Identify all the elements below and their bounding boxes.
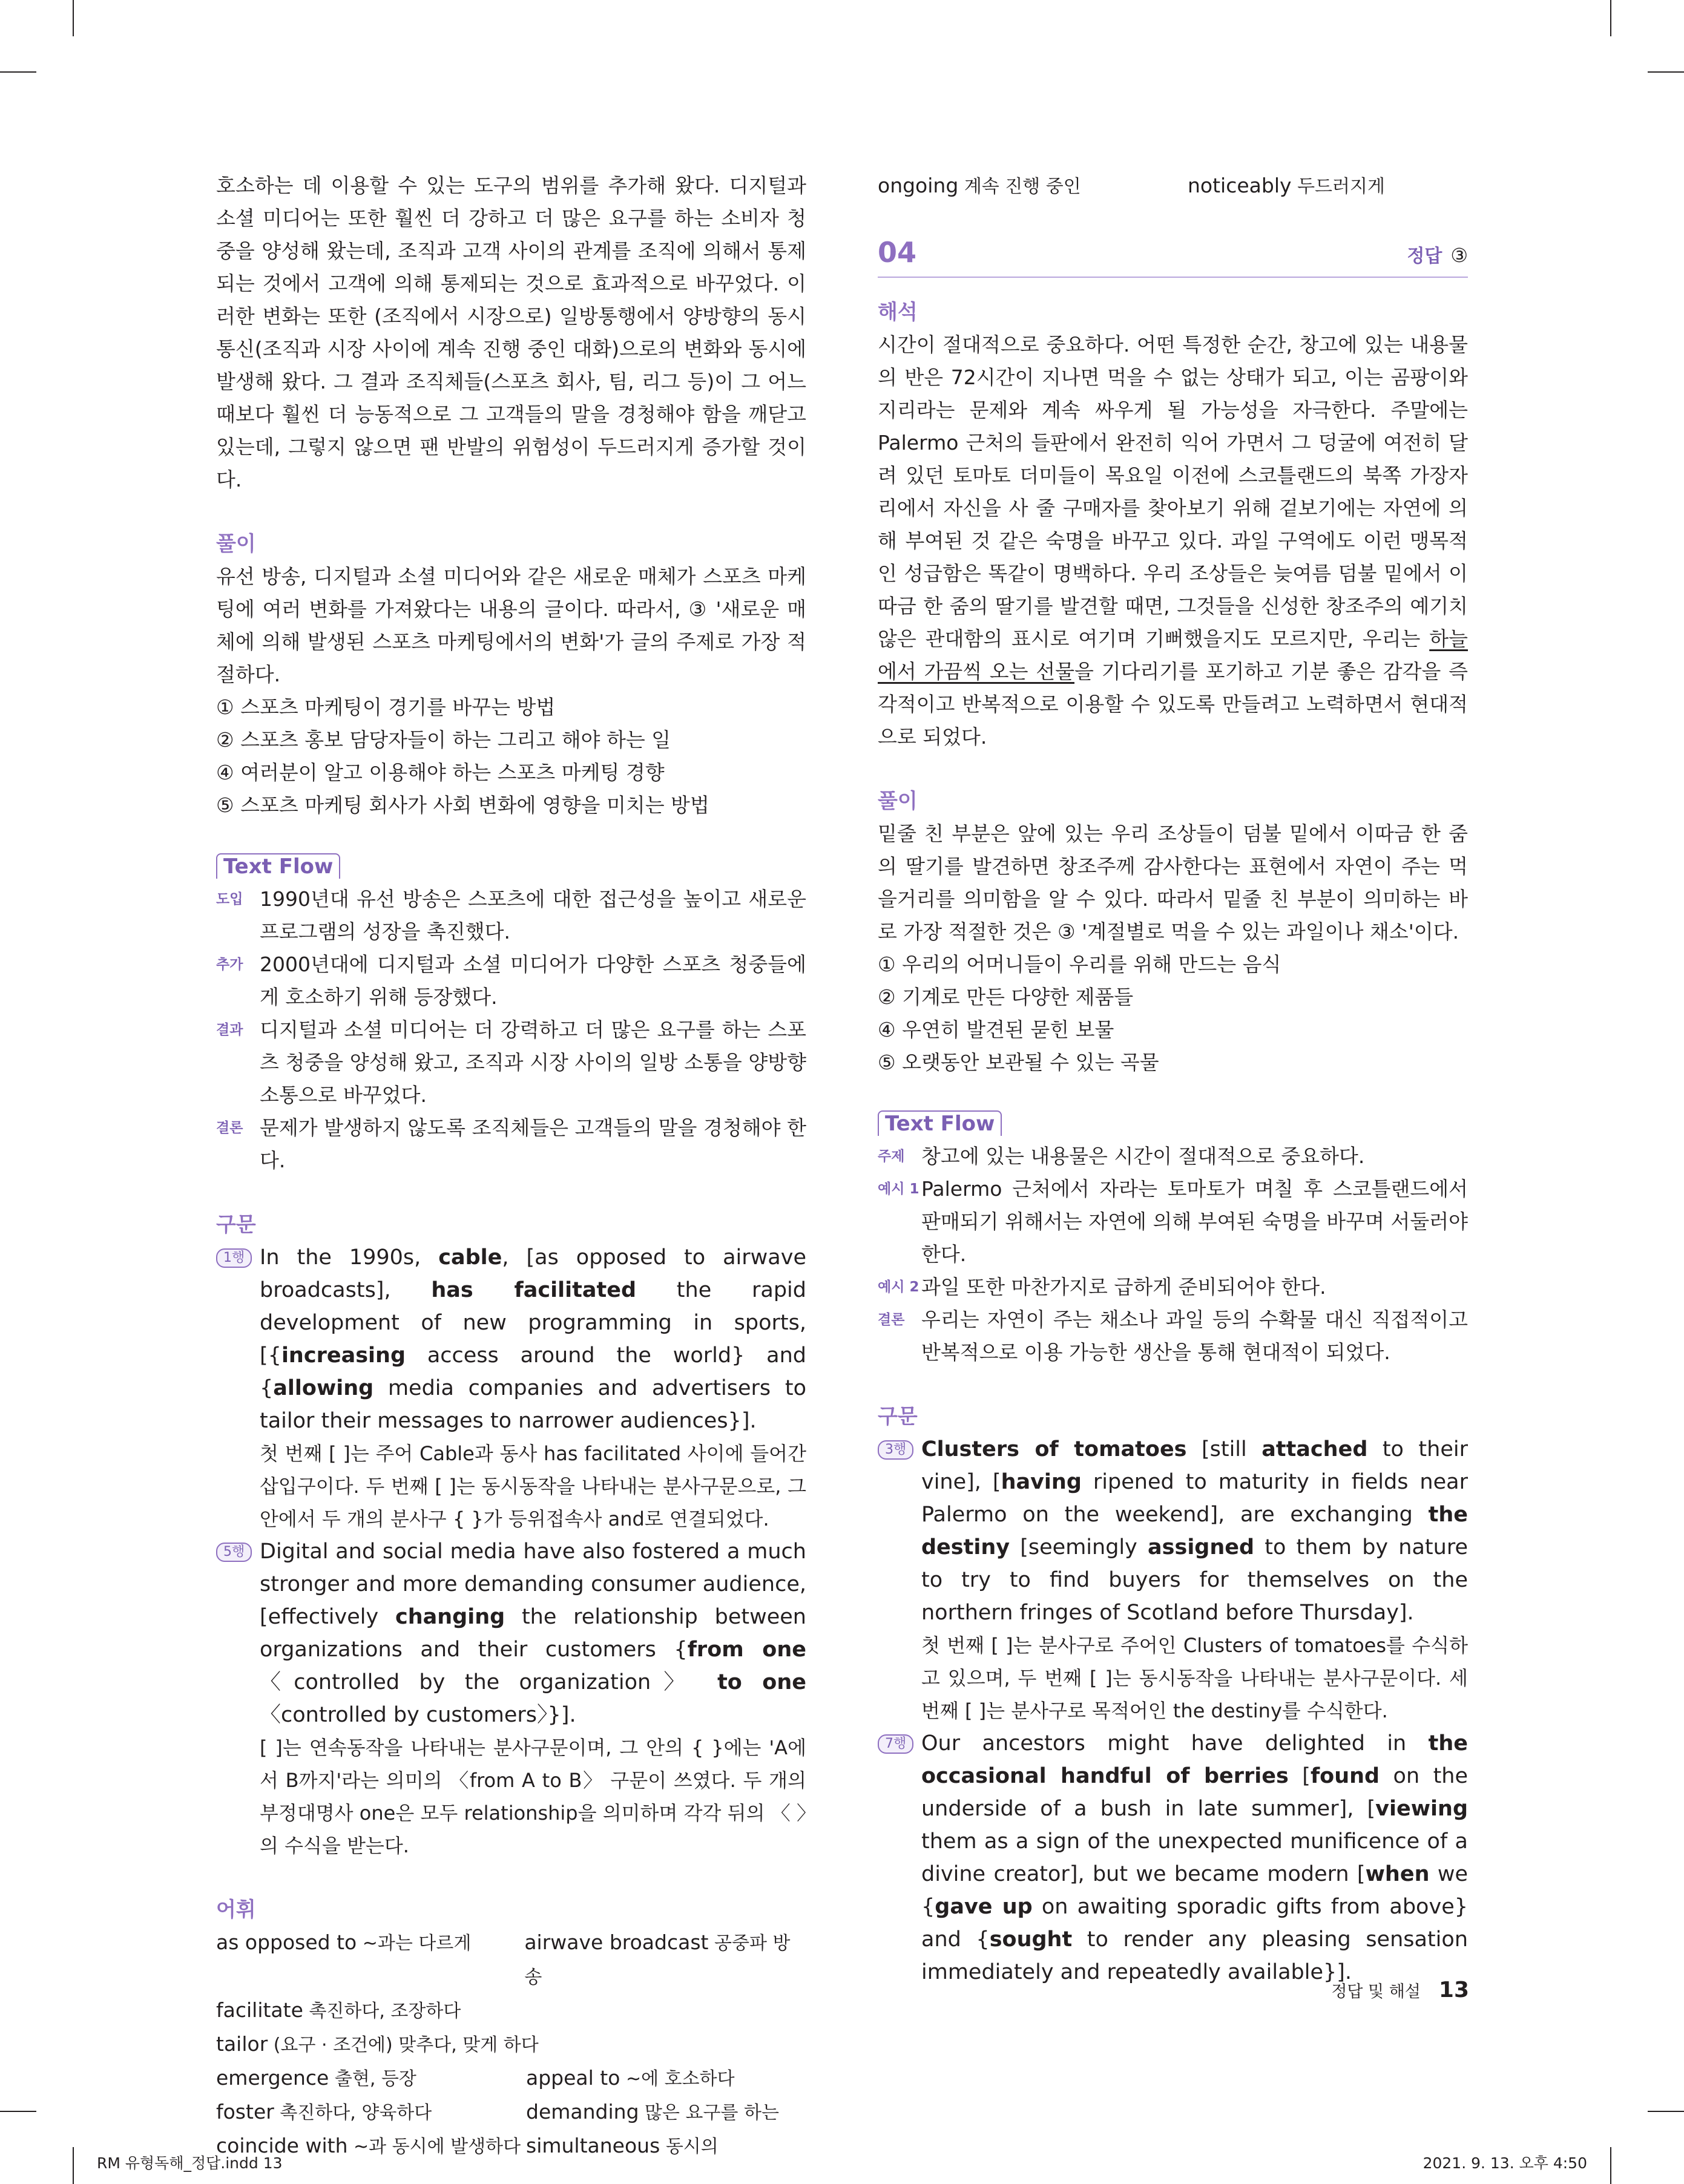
section-title-syntax: 구문 bbox=[878, 1405, 918, 1429]
crop-mark bbox=[73, 0, 74, 36]
text-run: the relationship between organizations and their customers { bbox=[260, 1605, 806, 1662]
text-run: 〈controlled by the organization〉 bbox=[260, 1670, 718, 1694]
vocab-meaning: 출현, 등장 bbox=[329, 2068, 416, 2090]
text-flow-tag: 결과 bbox=[216, 1022, 243, 1038]
vocab-meaning: 계속 진행 중인 bbox=[958, 176, 1081, 197]
text-run: In the 1990s, bbox=[260, 1245, 439, 1270]
text-run: [ bbox=[1288, 1764, 1311, 1788]
syntax-item bbox=[216, 1535, 806, 1862]
vocab-entry bbox=[216, 2028, 539, 2062]
text-run: media companies and advertisers to tailor their messages to narrower audiences}]. bbox=[260, 1376, 806, 1433]
vocab-entry bbox=[526, 2062, 735, 2096]
text-run: we { bbox=[921, 1862, 1468, 1919]
question-number: 04 bbox=[878, 236, 917, 269]
vocab-entry bbox=[1188, 169, 1385, 203]
vocab-word: noticeably bbox=[1188, 174, 1292, 197]
vocab-word: facilitate bbox=[216, 1998, 303, 2022]
text-flow-text: 디지털과 소셜 미디어는 더 강력하고 더 많은 요구를 하는 스포츠 청중을 양성해 왔고, 조직과 시장 사이의 일방 소통을 양방향 소통으로 바꾸었다. bbox=[260, 1018, 806, 1107]
vocab-word: emergence bbox=[216, 2066, 329, 2090]
text-flow-item bbox=[878, 1140, 1468, 1173]
bold-run: has facilitated bbox=[431, 1278, 637, 1302]
vocab-row bbox=[878, 169, 1468, 203]
vocab-entry bbox=[216, 2096, 526, 2130]
line-badge: 7행 bbox=[878, 1734, 913, 1754]
text-flow-item bbox=[216, 1112, 806, 1177]
left-column bbox=[216, 169, 806, 2163]
explanation-text: 밑줄 친 부분은 앞에 있는 우리 조상들이 덤불 밑에서 이따금 한 줌의 딸기를 발견하면 창조주께 감사한다는 표현에서 자연이 주는 먹을거리를 의미함을 알 수 있다. 따라서 밑줄 친 부분이 의미하는 바로 가장 적절한 것은 ③ '계절별로 먹을 수 있는 과일이나 채소'이다. bbox=[878, 822, 1468, 943]
option-item: ⑤ 오랫동안 보관될 수 있는 곡물 bbox=[878, 1051, 1159, 1074]
explanation-text: 유선 방송, 디지털과 소셜 미디어와 같은 새로운 매체가 스포츠 마케팅에 여러 변화를 가져왔다는 내용의 글이다. 따라서, ③ '새로운 매체에 의해 발생된 스포츠 마케팅에서의 변화'가 글의 주제로 가장 적절하다. bbox=[216, 565, 806, 686]
vocab-meaning: 두드러지게 bbox=[1291, 176, 1385, 197]
crop-mark bbox=[1610, 0, 1611, 36]
syntax-sentence bbox=[921, 1433, 1468, 1629]
bold-run: having bbox=[1001, 1470, 1082, 1494]
bold-run: allowing bbox=[273, 1376, 374, 1400]
bold-run: attached bbox=[1261, 1437, 1368, 1461]
option-item: ④ 우연히 발견된 묻힌 보물 bbox=[878, 1018, 1114, 1041]
bold-run: increasing bbox=[281, 1343, 406, 1368]
bold-run: the occasional handful of berries bbox=[921, 1731, 1468, 1788]
text-flow-tag: 추가 bbox=[216, 957, 243, 972]
line-badge: 5행 bbox=[216, 1543, 252, 1562]
vocab-word: as opposed to bbox=[216, 1930, 357, 1954]
bold-run: from one bbox=[687, 1638, 806, 1662]
answer-label bbox=[1407, 239, 1468, 273]
bold-run: found bbox=[1310, 1764, 1380, 1788]
answer-label-text: 정답 bbox=[1407, 246, 1442, 267]
text-run: the rapid development of new programming in sports, [{ bbox=[260, 1278, 806, 1368]
text-run: on the underside of a bush in late summer], [ bbox=[921, 1764, 1469, 1821]
bold-run: sought bbox=[989, 1927, 1073, 1952]
vocab-word: airwave broadcast bbox=[524, 1930, 709, 1954]
line-badge: 1행 bbox=[216, 1248, 252, 1268]
vocab-word: demanding bbox=[526, 2100, 639, 2123]
syntax-item bbox=[216, 1241, 806, 1535]
vocab-entry bbox=[878, 169, 1188, 203]
vocab-entry bbox=[216, 1994, 526, 2028]
text-flow-text: 창고에 있는 내용물은 시간이 절대적으로 중요하다. bbox=[921, 1144, 1365, 1168]
text-flow-item bbox=[216, 883, 806, 948]
crop-mark bbox=[0, 71, 36, 73]
vocab-row bbox=[216, 2130, 806, 2163]
option-item: ② 기계로 만든 다양한 제품들 bbox=[878, 985, 1134, 1009]
vocab-meaning: 많은 요구를 하는 bbox=[639, 2102, 779, 2123]
section-title-translation: 해석 bbox=[878, 300, 918, 324]
page-number: 13 bbox=[1438, 1978, 1469, 2002]
text-run: ripened to maturity in fields near Palermo on the weekend], are exchanging bbox=[921, 1470, 1468, 1527]
text-run: on awaiting sporadic gifts from above} and { bbox=[921, 1895, 1468, 1952]
text-flow-text: 과일 또한 마찬가지로 급하게 준비되어야 한다. bbox=[921, 1275, 1326, 1299]
vocab-word: foster bbox=[216, 2100, 274, 2123]
vocabulary-list bbox=[216, 1926, 806, 2163]
bold-run: assigned bbox=[1148, 1535, 1255, 1559]
text-run: Our ancestors might have delighted in bbox=[921, 1731, 1429, 1756]
section-title-explanation: 풀이 bbox=[878, 789, 918, 813]
explanation-options bbox=[878, 948, 1468, 1079]
text-flow-tag: 도입 bbox=[216, 891, 243, 907]
vocab-row bbox=[216, 1926, 806, 1994]
text-run: 〈controlled by customers〉}]. bbox=[260, 1703, 576, 1727]
text-flow-tag: 결론 bbox=[878, 1312, 905, 1328]
vocab-entry bbox=[526, 2096, 779, 2130]
vocab-entry bbox=[524, 1926, 806, 1994]
text-run: Digital and social media have also fostered a much stronger and more demanding consumer audience, [effectively bbox=[260, 1540, 806, 1629]
text-flow-item bbox=[878, 1173, 1468, 1271]
vocab-word: ongoing bbox=[878, 174, 959, 197]
section-title-vocabulary: 어휘 bbox=[216, 1898, 256, 1922]
print-slug-file: RM 유형독해_정답.indd 13 bbox=[97, 2154, 283, 2172]
vocab-word: appeal to bbox=[526, 2066, 620, 2090]
vocab-meaning: 촉진하다, 양육하다 bbox=[274, 2102, 432, 2123]
page-footer bbox=[1331, 1978, 1469, 2002]
footer-label: 정답 및 해설 bbox=[1331, 1982, 1421, 2001]
text-flow-text: Palermo 근처에서 자라는 토마토가 며칠 후 스코틀랜드에서 판매되기 위해서는 자연에 의해 부여된 숙명을 바꾸며 서둘러야 한다. bbox=[921, 1177, 1468, 1266]
syntax-item bbox=[878, 1433, 1468, 1727]
text-run: to render any pleasing sensation immediately and repeatedly available}]. bbox=[921, 1927, 1468, 1984]
crop-mark bbox=[0, 2111, 36, 2112]
text-flow-tag: 예시 2 bbox=[878, 1279, 919, 1295]
crop-mark bbox=[1610, 2147, 1611, 2184]
question-header bbox=[878, 235, 1468, 278]
crop-mark bbox=[1648, 2111, 1684, 2112]
translation-part: 시간이 절대적으로 중요하다. 어떤 특정한 순간, 창고에 있는 내용물의 반은 72시간이 지나면 먹을 수 없는 상태가 되고, 이는 곰팡이와 지리라는 문제와 계속 싸우게 될 가능성을 자극한다. 주말에는 Palermo 근처의 들판에서 완전히 익어 가면서 그 덩굴에 여전히 달려 있던 토마토 더미들이 목요일 이전에 스코틀랜드의 북쪽 가장자리에서 자신을 사 줄 구매자를 찾아보기 위해 겉보기에는 자연에 의해 부여된 것 같은 숙명을 바꾸고 있다. 과일 구역에도 이런 맹목적인 성급함은 똑같이 명백하다. 우리 조상들은 늦여름 덤불 밑에서 이따금 한 줌의 딸기를 발견할 때면, 그것들을 신성한 창조주의 예기치 않은 관대함의 표시로 여기며 기뻐했을지도 모르지만, 우리는 bbox=[878, 333, 1468, 651]
text-run: them as a sign of the unexpected munificence of a divine creator], but we became modern [ bbox=[921, 1829, 1468, 1886]
text-flow-item bbox=[216, 1014, 806, 1112]
text-flow-list bbox=[216, 883, 806, 1177]
option-item: ② 스포츠 홍보 담당자들이 하는 그리고 해야 하는 일 bbox=[216, 728, 671, 752]
text-flow-tag: 결론 bbox=[216, 1120, 243, 1136]
syntax-sentence bbox=[921, 1727, 1468, 1989]
option-item: ④ 여러분이 알고 이용해야 하는 스포츠 마케팅 경향 bbox=[216, 761, 665, 784]
vocab-entry bbox=[216, 1926, 524, 1994]
option-item: ① 우리의 어머니들이 우리를 위해 만드는 음식 bbox=[878, 953, 1281, 976]
vocab-meaning: 공중파 방송 bbox=[524, 1933, 791, 1988]
text-flow-text: 1990년대 유선 방송은 스포츠에 대한 접근성을 높이고 새로운 프로그램의 성장을 촉진했다. bbox=[260, 887, 806, 943]
answer-number: ③ bbox=[1450, 244, 1468, 267]
vocab-meaning: 동시의 bbox=[660, 2136, 719, 2157]
vocab-meaning: 촉진하다, 조장하다 bbox=[303, 2001, 461, 2022]
text-flow-label: Text Flow bbox=[878, 1110, 1002, 1136]
vocab-entry bbox=[526, 2130, 719, 2163]
vocab-meaning: ~에 호소하다 bbox=[620, 2068, 735, 2090]
vocab-meaning: ~과는 다르게 bbox=[357, 1933, 472, 1954]
vocab-row bbox=[216, 1994, 806, 2028]
underlined-phrase: 하늘에서 가끔씩 오는 선물 bbox=[878, 627, 1468, 683]
print-slug-date: 2021. 9. 13. 오후 4:50 bbox=[1423, 2154, 1587, 2172]
syntax-note: [ ]는 연속동작을 나타내는 분사구문이며, 그 안의 { }에는 'A에서 B까지'라는 의미의 〈from A to B〉 구문이 쓰였다. 두 개의 부정대명사 one은 모두 relationship을 의미하며 각각 뒤의 〈 〉의 수식을 받는다. bbox=[260, 1736, 806, 1857]
text-flow-text: 문제가 발생하지 않도록 조직체들은 고객들의 말을 경청해야 한다. bbox=[260, 1116, 806, 1172]
crop-mark bbox=[1648, 71, 1684, 73]
bold-run: viewing bbox=[1375, 1797, 1468, 1821]
vocab-word: tailor bbox=[216, 2032, 268, 2056]
text-flow-list bbox=[878, 1140, 1468, 1369]
text-flow-tag: 주제 bbox=[878, 1149, 905, 1164]
bold-run: to one bbox=[717, 1670, 806, 1694]
syntax-sentence bbox=[260, 1535, 806, 1731]
syntax-sentence bbox=[260, 1241, 806, 1437]
text-run: , [as opposed to airwave broadcasts], bbox=[260, 1245, 806, 1302]
explanation-options bbox=[216, 691, 806, 822]
text-run: [seemingly bbox=[1010, 1535, 1148, 1559]
vocab-row bbox=[216, 2096, 806, 2130]
vocab-entry bbox=[216, 2062, 526, 2096]
text-flow-item bbox=[216, 948, 806, 1014]
bold-run: when bbox=[1365, 1862, 1430, 1886]
syntax-item bbox=[878, 1727, 1468, 1989]
text-run: to their vine], [ bbox=[921, 1437, 1468, 1494]
text-flow-item bbox=[878, 1271, 1468, 1304]
vocab-row bbox=[216, 2062, 806, 2096]
text-flow-label: Text Flow bbox=[216, 853, 340, 879]
option-item: ⑤ 스포츠 마케팅 회사가 사회 변화에 영향을 미치는 방법 bbox=[216, 793, 709, 817]
bold-run: Clusters of tomatoes bbox=[921, 1437, 1187, 1461]
section-title-syntax: 구문 bbox=[216, 1213, 256, 1237]
vocab-row bbox=[216, 2028, 806, 2062]
text-flow-text: 우리는 자연이 주는 채소나 과일 등의 수확물 대신 직접적이고 반복적으로 이용 가능한 생산을 통해 현대적이 되었다. bbox=[921, 1308, 1468, 1364]
vocab-meaning: (요구 · 조건에) 맞추다, 맞게 하다 bbox=[268, 2035, 539, 2056]
text-flow-text: 2000년대에 디지털과 소셜 미디어가 다양한 스포츠 청중들에게 호소하기 위해 등장했다. bbox=[260, 953, 806, 1009]
bold-run: cable bbox=[438, 1245, 502, 1270]
vocab-word: coincide with bbox=[216, 2134, 348, 2157]
text-run: access around the world} and { bbox=[260, 1343, 806, 1400]
bold-run: the destiny bbox=[921, 1503, 1468, 1559]
crop-mark bbox=[73, 2147, 74, 2184]
text-run: to them by nature to try to find buyers for themselves on the northern fringes of Scotland before Thursday]. bbox=[921, 1535, 1468, 1625]
bold-run: changing bbox=[395, 1605, 505, 1629]
bold-run: gave up bbox=[935, 1895, 1033, 1919]
vocab-meaning: ~과 동시에 발생하다 bbox=[347, 2136, 521, 2157]
vocab-word: simultaneous bbox=[526, 2134, 660, 2157]
syntax-note: 첫 번째 [ ]는 분사구로 주어인 Clusters of tomatoes를 수식하고 있으며, 두 번째 [ ]는 동시동작을 나타내는 분사구문이다. 세 번째 [ ]는 분사구로 목적어인 the destiny를 수식한다. bbox=[921, 1634, 1468, 1722]
option-item: ① 스포츠 마케팅이 경기를 바꾸는 방법 bbox=[216, 695, 556, 719]
syntax-note: 첫 번째 [ ]는 주어 Cable과 동사 has facilitated 사이에 들어간 삽입구이다. 두 번째 [ ]는 동시동작을 나타내는 분사구문으로, 그 안에서 두 개의 분사구 { }가 등위접속사 and로 연결되었다. bbox=[260, 1442, 806, 1530]
translation-text bbox=[878, 329, 1468, 753]
text-run: [still bbox=[1186, 1437, 1262, 1461]
text-flow-item bbox=[878, 1304, 1468, 1369]
right-column bbox=[878, 169, 1468, 1989]
translation-continued: 호소하는 데 이용할 수 있는 도구의 범위를 추가해 왔다. 디지털과 소셜 미디어는 또한 훨씬 더 강하고 더 많은 요구를 하는 소비자 청중을 양성해 왔는데, 조직과 고객 사이의 관계를 조직에 의해서 통제되는 것에서 고객에 의해 통제되는 것으로 효과적으로 바꾸었다. 이러한 변화는 또한 (조직에서 시장으로) 일방통행에서 양방향의 동시 통신(조직과 시장 사이에 계속 진행 중인 대화)으로의 변화와 동시에 발생해 왔다. 그 결과 조직체들(스포츠 회사, 팀, 리그 등)이 그 어느 때보다 훨씬 더 능동적으로 그 고객들의 말을 경청해야 함을 깨닫고 있는데, 그렇지 않으면 팬 반발의 위험성이 두드러지게 증가할 것이다. bbox=[216, 174, 806, 491]
line-badge: 3행 bbox=[878, 1440, 913, 1460]
translation-part: 을 기다리기를 포기하고 기분 좋은 감각을 즉각적이고 반복적으로 이용할 수 있도록 만들려고 노력하면서 현대적으로 되었다. bbox=[878, 660, 1468, 749]
text-flow-tag: 예시 1 bbox=[878, 1181, 919, 1197]
section-title-explanation: 풀이 bbox=[216, 532, 256, 556]
